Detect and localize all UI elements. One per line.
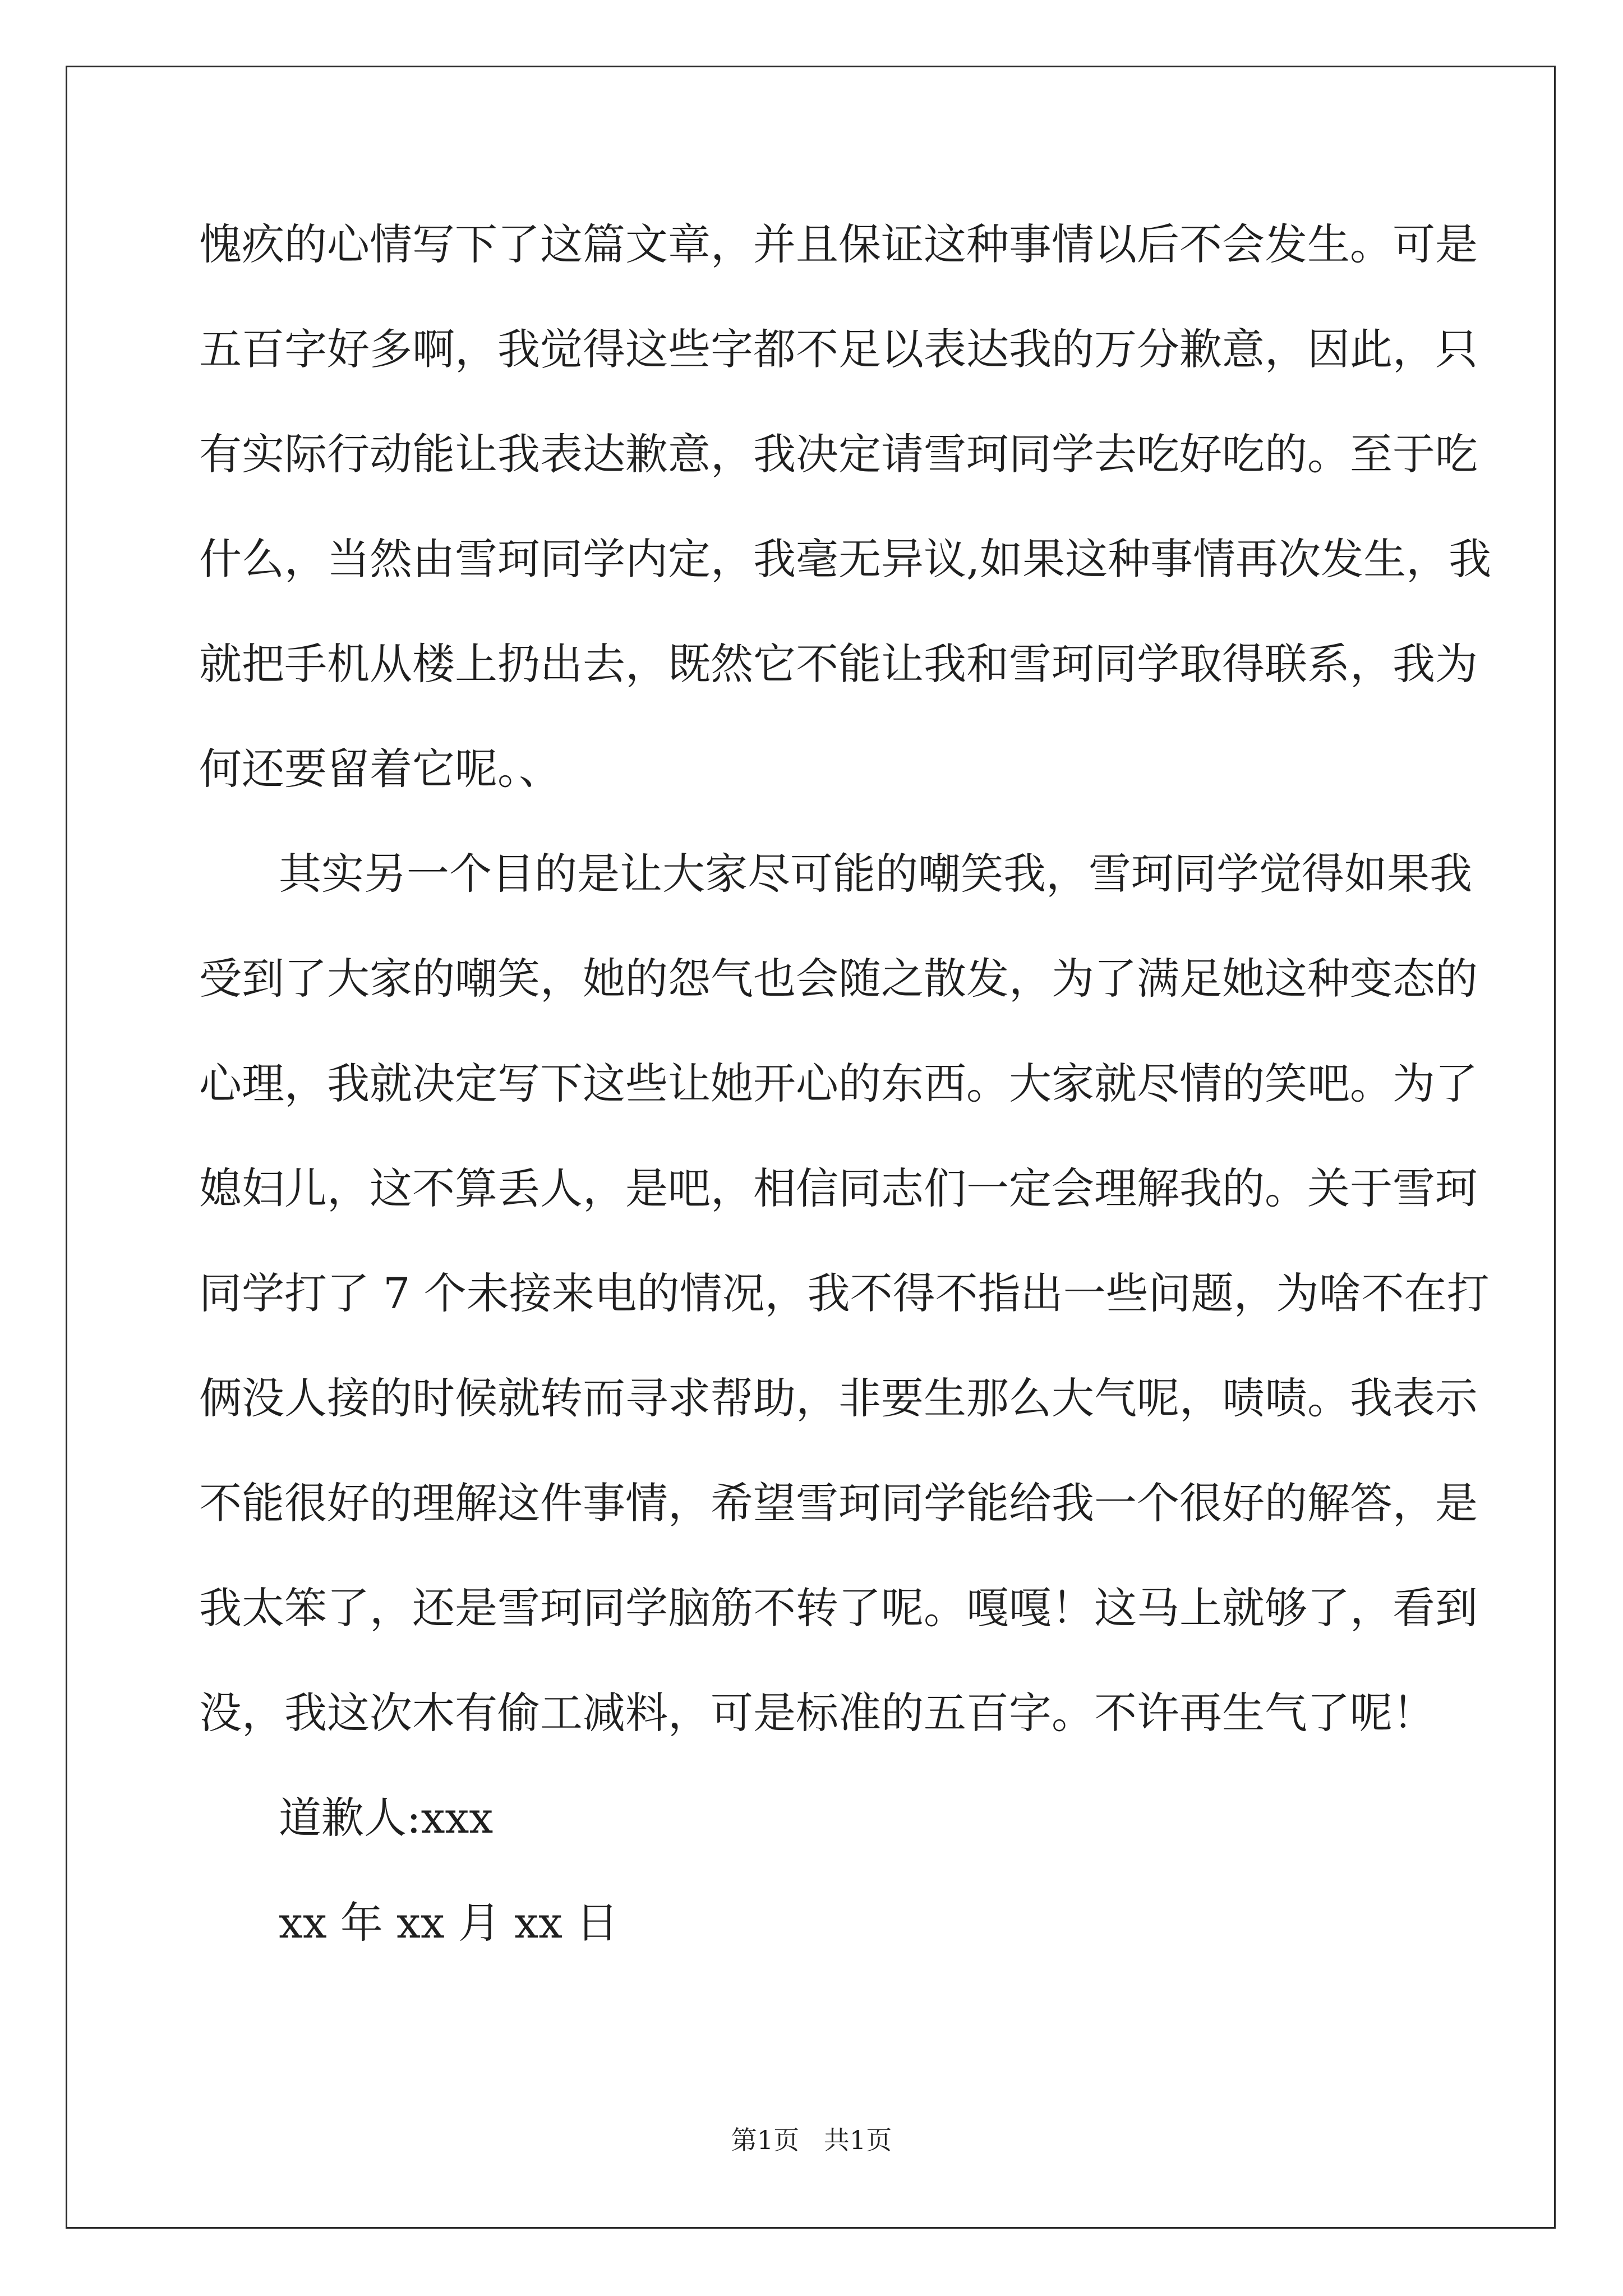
text-line: 我太笨了，还是雪珂同学脑筋不转了呢。嘎嘎！这马上就够了，看到 [199, 1583, 1478, 1633]
text-line: 俩没人接的时候就转而寻求帮助，非要生那么大气呢，啧啧。我表示 [199, 1373, 1478, 1423]
text-line: 什么，当然由雪珂同学内定，我毫无异议,如果这种事情再次发生，我 [199, 534, 1492, 584]
text-line: 心理，我就决定写下这些让她开心的东西。大家就尽情的笑吧。为了 [199, 1059, 1478, 1108]
text-line: 五百字好多啊，我觉得这些字都不足以表达我的万分歉意，因此，只 [199, 324, 1478, 374]
text-line: 其实另一个目的是让大家尽可能的嘲笑我，雪珂同学觉得如果我 [279, 849, 1472, 899]
text-line: 没，我这次木有偷工减料，可是标准的五百字。不许再生气了呢！ [199, 1688, 1435, 1738]
text-line: 就把手机从楼上扔出去，既然它不能让我和雪珂同学取得联系，我为 [199, 639, 1478, 689]
signature: 道歉人:xxx [279, 1793, 494, 1843]
text-line: 受到了大家的嘲笑，她的怨气也会随之散发，为了满足她这种变态的 [199, 954, 1478, 1004]
text-line: 不能很好的理解这件事情，希望雪珂同学能给我一个很好的解答，是 [199, 1478, 1478, 1528]
date-line: xx 年 xx 月 xx 日 [279, 1898, 619, 1948]
text-line: 何还要留着它呢。、 [199, 744, 561, 794]
page-footer: 第1页 共1页 [731, 2125, 892, 2155]
text-line: 有实际行动能让我表达歉意，我决定请雪珂同学去吃好吃的。至于吃 [199, 429, 1478, 479]
text-line: 同学打了 7 个未接来电的情况，我不得不指出一些问题，为啥不在打 [199, 1268, 1490, 1318]
text-line: 愧疚的心情写下了这篇文章，并且保证这种事情以后不会发生。可是 [199, 219, 1478, 269]
text-line: 媳妇儿，这不算丢人，是吧，相信同志们一定会理解我的。关于雪珂 [199, 1163, 1478, 1213]
